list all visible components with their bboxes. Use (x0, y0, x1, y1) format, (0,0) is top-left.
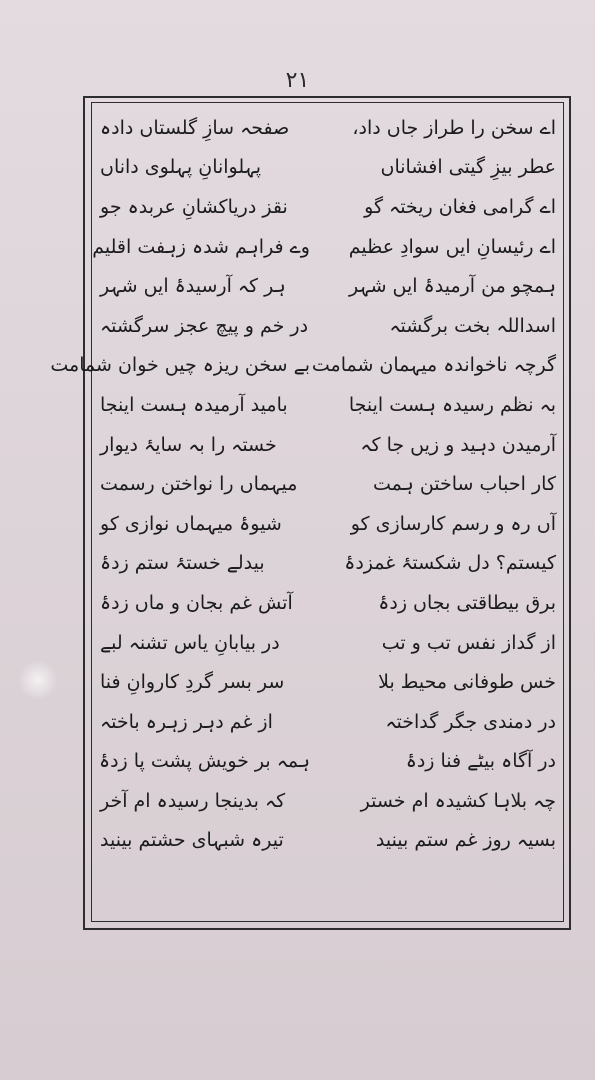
poem-verses (50, 108, 556, 860)
page-number: ۲۱ (285, 68, 310, 93)
couplet (100, 544, 556, 584)
first-hemistich: آں رہ و رسم کارسازی کو (350, 512, 556, 535)
first-hemistich: چہ بلاہا کشیدہ ام خستر (360, 789, 556, 812)
second-hemistich: خستہ را بہ سایۂ دیوار (100, 433, 277, 456)
second-hemistich: آتش غم بجان و ماں زدۂ (100, 591, 293, 614)
first-hemistich: بسیہ روز غم ستم بینید (375, 829, 556, 852)
couplet (100, 821, 556, 861)
couplet (100, 583, 556, 623)
couplet (100, 742, 556, 782)
second-hemistich: میہماں را نواختن رسمت (100, 473, 298, 496)
first-hemistich: آرمیدن دہید و زیں جا کہ (360, 433, 556, 456)
second-hemistich: در بیابانِ یاس تشنہ لبے (100, 631, 280, 654)
couplet (100, 148, 556, 188)
second-hemistich: سر بسر گردِ کاروانِ فنا (100, 671, 285, 694)
second-hemistich: کہ بدینجا رسیدہ ام آخر (100, 789, 286, 812)
second-hemistich: تیرہ شبہای حشتم بینید (100, 829, 284, 852)
couplet (100, 623, 556, 663)
second-hemistich: صفحہ سازِ گلستاں دادہ (100, 116, 290, 139)
second-hemistich: ہر کہ آرسیدۂ ایں شہر (100, 275, 286, 298)
couplet (92, 227, 556, 267)
first-hemistich: اے سخن را طراز جاں داد، (352, 116, 556, 139)
couplet (100, 702, 556, 742)
first-hemistich: اسداللہ بخت برگشتہ (389, 314, 556, 337)
couplet (100, 306, 556, 346)
couplet (100, 266, 556, 306)
first-hemistich: عطر بیزِ گیتی افشاناں (380, 156, 556, 179)
couplet (100, 385, 556, 425)
first-hemistich: کیستم؟ دل شکستۂ غمزدۂ (344, 552, 556, 575)
second-hemistich: وے فراہم شدہ زہفت اقلیم (92, 235, 310, 258)
first-hemistich: در دمندی جگر گداختہ (385, 710, 556, 733)
second-hemistich: بیدلے خستۂ ستم زدۂ (100, 552, 265, 575)
couplet (100, 662, 556, 702)
first-hemistich: بہ نظم رسیدہ ہست اینجا (348, 393, 556, 416)
second-hemistich: بامید آرمیدہ ہست اینجا (100, 393, 288, 416)
second-hemistich: بے سخن ریزہ چیں خوان شمامت (50, 354, 310, 377)
couplet (100, 187, 556, 227)
first-hemistich: برق بیطاقتی بجاں زدۂ (378, 591, 556, 614)
couplet (100, 425, 556, 465)
first-hemistich: در آگاہ بیٹے فنا زدۂ (405, 750, 556, 773)
first-hemistich: کار احباب ساختن ہمت (373, 473, 556, 496)
couplet (100, 781, 556, 821)
second-hemistich: شیوۂ میہماں نوازی کو (100, 512, 282, 535)
second-hemistich: پہلوانانِ پہلوی داناں (100, 156, 262, 179)
couplet (100, 464, 556, 504)
couplet (50, 346, 556, 386)
first-hemistich: اے رئیسانِ ایں سوادِ عظیم (348, 235, 556, 258)
first-hemistich: ہمچو من آرمیدۂ ایں شہر (348, 275, 556, 298)
first-hemistich: خس طوفانی محیط بلا (378, 671, 556, 694)
first-hemistich: اے گرامی فغان ریختہ گو (364, 195, 556, 218)
second-hemistich: ہمہ بر خویش پشت پا زدۂ (98, 750, 310, 773)
second-hemistich: از غم دہر زہرہ باختہ (100, 710, 273, 733)
light-glare (18, 660, 58, 700)
first-hemistich: گرچہ ناخواندہ میہمان شمامت (311, 354, 556, 377)
couplet (100, 504, 556, 544)
second-hemistich: نقز دریاکشانِ عربدہ جو (100, 195, 288, 218)
couplet (100, 108, 556, 148)
first-hemistich: از گداز نفس تب و تب (381, 631, 556, 654)
second-hemistich: در خم و پیچ عجز سرگشتہ (100, 314, 309, 337)
